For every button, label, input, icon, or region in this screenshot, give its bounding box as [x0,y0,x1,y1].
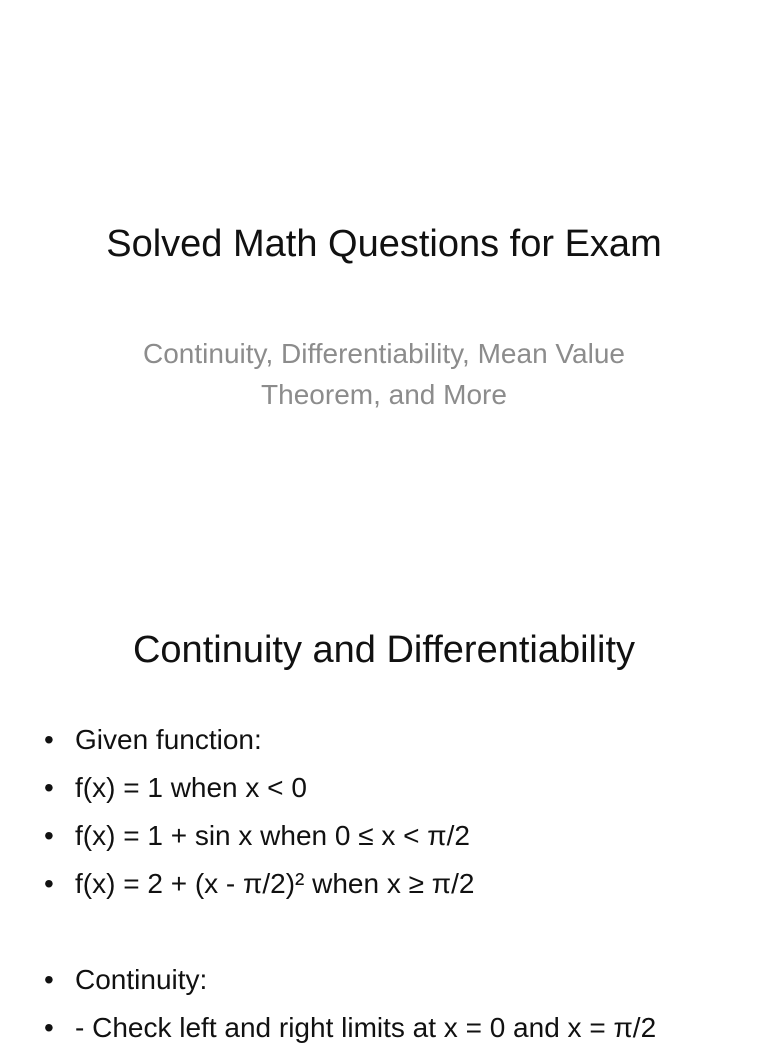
bullet-marker: • [44,868,54,899]
section-title: Continuity and Differentiability [132,629,635,671]
bullet-text: - Check left and right limits at x = 0 and x = π/2 [75,1012,657,1043]
bullet-text: f(x) = 1 + sin x when 0 ≤ x < π/2 [75,820,470,851]
bullet-text: f(x) = 1 when x < 0 [75,772,307,803]
bullet-marker: • [44,1012,54,1043]
bullet-item [44,812,764,860]
bullet-marker: • [44,724,54,755]
bullet-marker: • [44,772,54,803]
bullet-item [44,1004,764,1052]
bullet-text: Continuity: [75,964,208,995]
slide-title: Solved Math Questions for Exam [106,223,662,265]
slide-subtitle: Continuity, Differentiability, Mean Value Theorem, and More [143,338,625,410]
bullet-item [44,956,764,1004]
bullet-item [44,716,764,764]
bullet-text: Given function: [75,724,262,755]
bullet-marker: • [44,820,54,851]
bullet-text: f(x) = 2 + (x - π/2)² when x ≥ π/2 [75,868,475,899]
bullet-item [44,764,764,812]
bullet-marker: • [44,964,54,995]
bullet-item [44,860,764,908]
bullet-list [44,716,764,1052]
